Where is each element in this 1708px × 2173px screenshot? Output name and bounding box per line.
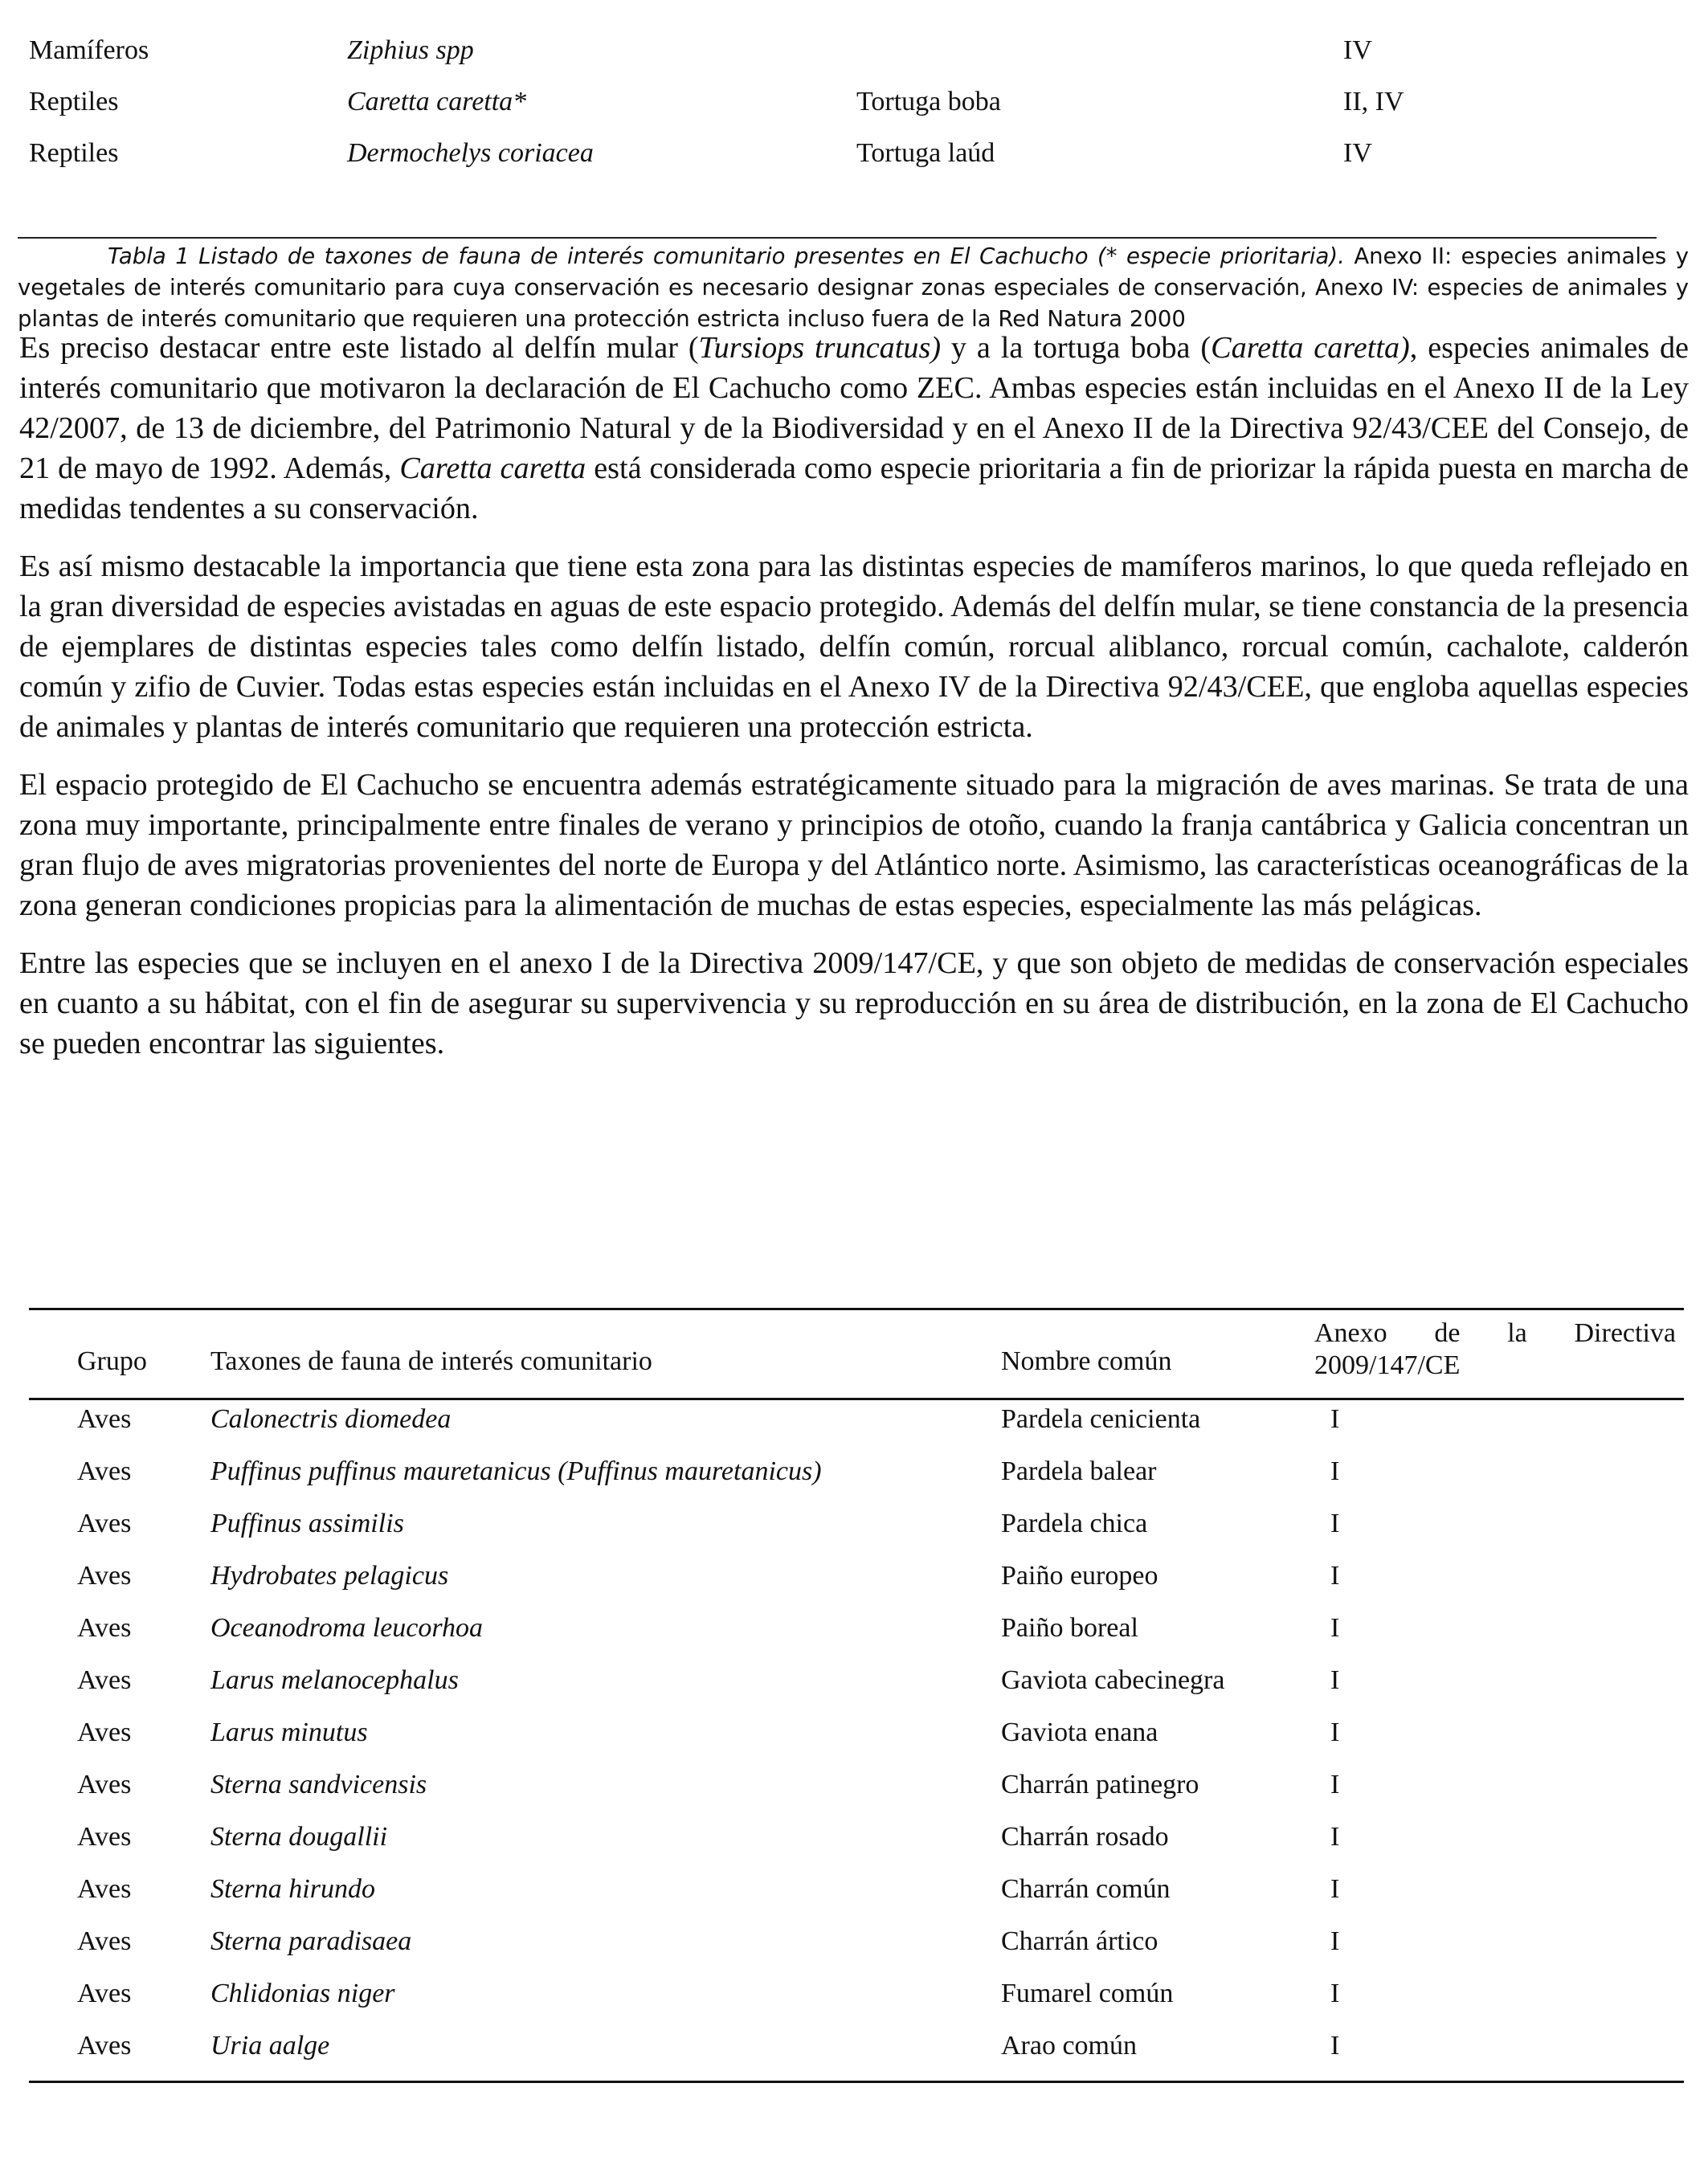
cell-nombre: Tortuga laúd — [856, 138, 995, 168]
cell-grupo: Aves — [77, 1770, 132, 1799]
cell-nombre: Gaviota enana — [1001, 1718, 1158, 1747]
cell-anexo: I — [1330, 1979, 1340, 2008]
cell-nombre: Pardela balear — [1001, 1456, 1157, 1486]
paragraph-1 — [19, 328, 1689, 529]
table-row — [29, 1507, 1684, 1559]
cell-anexo: I — [1330, 1456, 1340, 1486]
cell-anexo: I — [1330, 1718, 1340, 1747]
cell-anexo: I — [1330, 1665, 1340, 1695]
caption-label: Tabla 1 Listado de taxones de fauna de interés comunitario presentes en El Cachucho (* especie prioritaria). — [108, 243, 1345, 269]
cell-anexo: I — [1330, 1926, 1340, 1956]
cell-nombre: Pardela chica — [1001, 1509, 1148, 1538]
cell-grupo: Reptiles — [29, 87, 119, 116]
cell-grupo: Aves — [77, 1456, 132, 1486]
table-row — [29, 31, 1684, 82]
table-top-rule — [29, 1308, 1684, 1310]
cell-taxon: Dermochelys coriacea — [347, 138, 594, 168]
cell-nombre: Paiño europeo — [1001, 1561, 1158, 1591]
header-taxones: Taxones de fauna de interés comunitario — [210, 1346, 652, 1376]
cell-nombre: Tortuga boba — [856, 87, 1001, 116]
cell-nombre: Paiño boreal — [1001, 1613, 1138, 1643]
cell-nombre: Charrán patinegro — [1001, 1770, 1199, 1799]
table-row — [29, 1455, 1684, 1507]
cell-taxon: Caretta caretta* — [347, 87, 527, 116]
table-caption — [18, 241, 1689, 335]
table-header-rule — [29, 1398, 1684, 1400]
cell-taxon: Calonectris diomedea — [210, 1404, 452, 1434]
cell-anexo: IV — [1343, 35, 1372, 65]
cell-grupo: Aves — [77, 1718, 132, 1747]
cell-taxon: Sterna paradisaea — [210, 1926, 412, 1956]
table-row — [29, 1611, 1684, 1664]
cell-taxon: Sterna hirundo — [210, 1874, 375, 1904]
cell-anexo: I — [1330, 1770, 1340, 1799]
text-span: y a la tortuga boba ( — [941, 331, 1212, 365]
cell-nombre: Gaviota cabecinegra — [1001, 1665, 1225, 1695]
table-row — [29, 2029, 1684, 2081]
table-row — [29, 1768, 1684, 1820]
cell-nombre: Charrán común — [1001, 1874, 1171, 1904]
cell-grupo: Aves — [77, 1561, 132, 1591]
body-text — [19, 328, 1689, 1081]
cell-taxon: Puffinus assimilis — [210, 1509, 404, 1538]
cell-taxon: Sterna dougallii — [210, 1822, 388, 1852]
species-name: Tursiops truncatus) — [698, 331, 942, 365]
paragraph-2: Es así mismo destacable la importancia que tiene esta zona para las distintas especies de mamíferos marinos, lo que queda reflejado en la gran diversidad de especies avistadas en aguas de este espacio protegido. Además del delfín mular, se tiene constancia de la presencia de ejemplares de distintas especies tales como delfín listado, delfín común, rorcual aliblanco, rorcual común, cachalote, calderón común y zifio de Cuvier. Todas estas especies están incluidas en el Anexo IV de la Directiva 92/43/CEE, que engloba aquellas especies de animales y plantas de interés comunitario que requieren una protección estricta. — [19, 549, 1689, 744]
header-anexo-line2: 2009/147/CE — [1314, 1350, 1461, 1380]
cell-grupo: Aves — [77, 2031, 132, 2061]
table-row — [29, 1925, 1684, 1977]
text-span: , especies animales de interés comunitario que motivaron la declaración de El Cachucho como ZEC. Ambas especies están incluidas en el Anexo II de la Ley 42/2007, de 13 de diciembre, del Patrimonio Natural y de la Biodiversidad y en el Anexo II de la Directiva 92/43/CEE del Consejo, de 21 de mayo de 1992. Además, — [19, 331, 1689, 485]
cell-taxon: Hydrobates pelagicus — [210, 1561, 449, 1591]
table-row — [29, 1559, 1684, 1611]
cell-taxon: Larus minutus — [210, 1718, 368, 1747]
text-span: está considerada como especie prioritaria a fin de priorizar la rápida puesta en marcha de medidas tendentes a su conservación. — [19, 451, 1689, 525]
cell-grupo: Aves — [77, 1509, 132, 1538]
cell-grupo: Aves — [77, 1874, 132, 1904]
paragraph-4: Entre las especies que se incluyen en el anexo I de la Directiva 2009/147/CE, y que son objeto de medidas de conservación especiales en cuanto a su hábitat, con el fin de asegurar su supervivencia y su reproducción en su área de distribución, en la zona de El Cachucho se pueden encontrar las siguientes. — [19, 946, 1689, 1060]
table-row — [29, 133, 1684, 185]
cell-nombre: Pardela cenicienta — [1001, 1404, 1201, 1434]
header-nombre-comun: Nombre común — [1001, 1346, 1172, 1376]
cell-taxon: Uria aalge — [210, 2031, 330, 2061]
cell-taxon: Puffinus puffinus mauretanicus (Puffinus mauretanicus) — [210, 1456, 822, 1486]
cell-grupo: Aves — [77, 1979, 132, 2008]
cell-anexo: I — [1330, 1404, 1340, 1434]
cell-taxon: Ziphius spp — [347, 35, 474, 65]
table-row — [29, 1977, 1684, 2029]
cell-grupo: Aves — [77, 1404, 132, 1434]
paragraph-3: El espacio protegido de El Cachucho se encuentra además estratégicamente situado para la migración de aves marinas. Se trata de una zona muy importante, principalmente entre finales de verano y principios de otoño, cuando la franja cantábrica y Galicia concentran un gran flujo de aves migratorias provenientes del norte de Europa y del Atlántico norte. Asimismo, las características oceanográficas de la zona generan condiciones propicias para la alimentación de muchas de estas especies, especialmente las más pelágicas. — [19, 768, 1689, 922]
species-name: Caretta caretta — [399, 451, 586, 485]
cell-grupo: Reptiles — [29, 138, 119, 168]
cell-anexo: I — [1330, 1509, 1340, 1538]
text-span: Es preciso destacar entre este listado al delfín mular ( — [19, 331, 699, 365]
cell-anexo: II, IV — [1343, 87, 1404, 116]
cell-taxon: Oceanodroma leucorhoa — [210, 1613, 484, 1643]
table-row — [29, 82, 1684, 133]
header-word: Directiva — [1574, 1318, 1676, 1348]
species-name: Caretta caretta) — [1211, 331, 1410, 365]
cell-anexo: I — [1330, 1822, 1340, 1852]
cell-nombre: Charrán ártico — [1001, 1926, 1158, 1956]
table-row — [29, 1820, 1684, 1873]
cell-nombre: Charrán rosado — [1001, 1822, 1169, 1852]
header-word: de — [1434, 1318, 1461, 1348]
table-body — [29, 1403, 1684, 2081]
cell-anexo: IV — [1343, 138, 1372, 168]
header-anexo-line1 — [1314, 1317, 1676, 1350]
cell-grupo: Aves — [77, 1613, 132, 1643]
cell-anexo: I — [1330, 2031, 1340, 2061]
cell-grupo: Aves — [77, 1822, 132, 1852]
table-row — [29, 1716, 1684, 1768]
table-row — [29, 1403, 1684, 1455]
caption-text: Anexo II: especies animales y vegetales de interés comunitario para cuya conservación es necesario designar zonas especiales de conservación, Anexo IV: especies de animales y plantas de interés comunitario que requieren una protección estricta incluso fuera de la Red Natura 2000 — [18, 243, 1689, 332]
header-word: la — [1507, 1318, 1527, 1348]
cell-anexo: I — [1330, 1613, 1340, 1643]
cell-anexo: I — [1330, 1561, 1340, 1591]
table-row — [29, 1664, 1684, 1716]
cell-nombre: Arao común — [1001, 2031, 1138, 2061]
cell-grupo: Aves — [77, 1926, 132, 1956]
cell-anexo: I — [1330, 1874, 1340, 1904]
caption-divider — [18, 237, 1657, 239]
fauna-table-continued — [29, 31, 1684, 185]
header-anexo — [1314, 1317, 1676, 1382]
cell-nombre: Fumarel común — [1001, 1979, 1174, 2008]
header-word: Anexo — [1314, 1318, 1387, 1348]
table-bottom-rule — [29, 2081, 1684, 2083]
cell-grupo: Mamíferos — [29, 35, 149, 65]
table-row — [29, 1873, 1684, 1925]
cell-taxon: Chlidonias niger — [210, 1979, 395, 2008]
cell-grupo: Aves — [77, 1665, 132, 1695]
header-grupo: Grupo — [77, 1346, 147, 1376]
cell-taxon: Larus melanocephalus — [210, 1665, 459, 1695]
cell-taxon: Sterna sandvicensis — [210, 1770, 427, 1799]
